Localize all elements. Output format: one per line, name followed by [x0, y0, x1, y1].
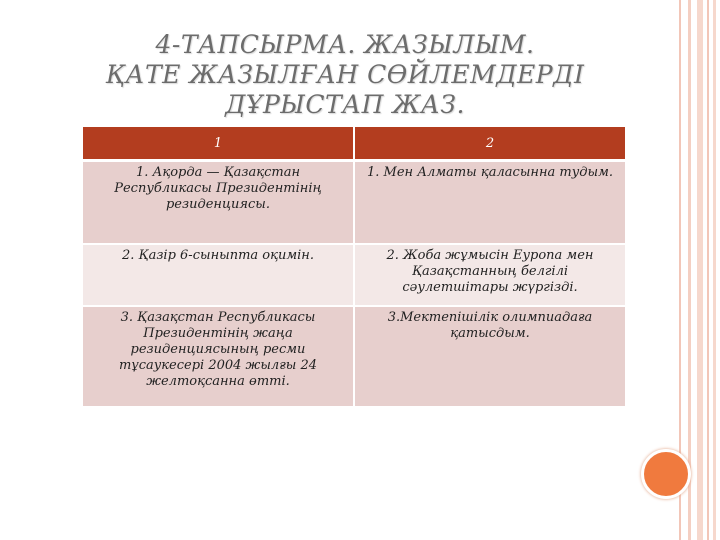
title-line-1: 4-ТАПСЫРМА. ЖАЗЫЛЫМ.: [155, 30, 535, 59]
column-header-2: 2: [354, 127, 625, 161]
title-line-3: ДҰРЫСТАП ЖАЗ.: [225, 90, 465, 119]
column-header-1: 1: [83, 127, 354, 161]
decor-stripe: [688, 0, 691, 540]
table-cell: 2. Жоба жұмысін Еуропа мен Қазақстанның белгілі сәулетшітары жүргізді.: [354, 244, 625, 306]
slide-title: [30, 30, 660, 120]
table-cell: 2. Қазір 6-сыныпта оқимін.: [83, 244, 354, 306]
table-row: [83, 306, 625, 407]
table-row: [83, 244, 625, 306]
title-line-2: ҚАТЕ ЖАЗЫЛҒАН СӨЙЛЕМДЕРДІ: [105, 60, 585, 89]
table-cell: 1. Мен Алматы қаласынна тудым.: [354, 161, 625, 245]
table-cell: 1. Ақорда — Қазақстан Республикасы Президентінің резиденциясы.: [83, 161, 354, 245]
table-header-row: [83, 127, 625, 161]
orange-circle-decoration: [641, 449, 691, 499]
exercise-table: [83, 127, 625, 408]
table-cell: 3.Мектепішілік олимпиадаға қатысдым.: [354, 306, 625, 407]
table-cell: 3. Қазақстан Республикасы Президентінің жаңа резиденциясының ресми тұсаукесері 2004 жылғы 24 желтоқсанна өтті.: [83, 306, 354, 407]
decor-stripe: [707, 0, 709, 540]
decor-stripe: [713, 0, 716, 540]
table-row: [83, 161, 625, 245]
decor-stripe: [697, 0, 703, 540]
